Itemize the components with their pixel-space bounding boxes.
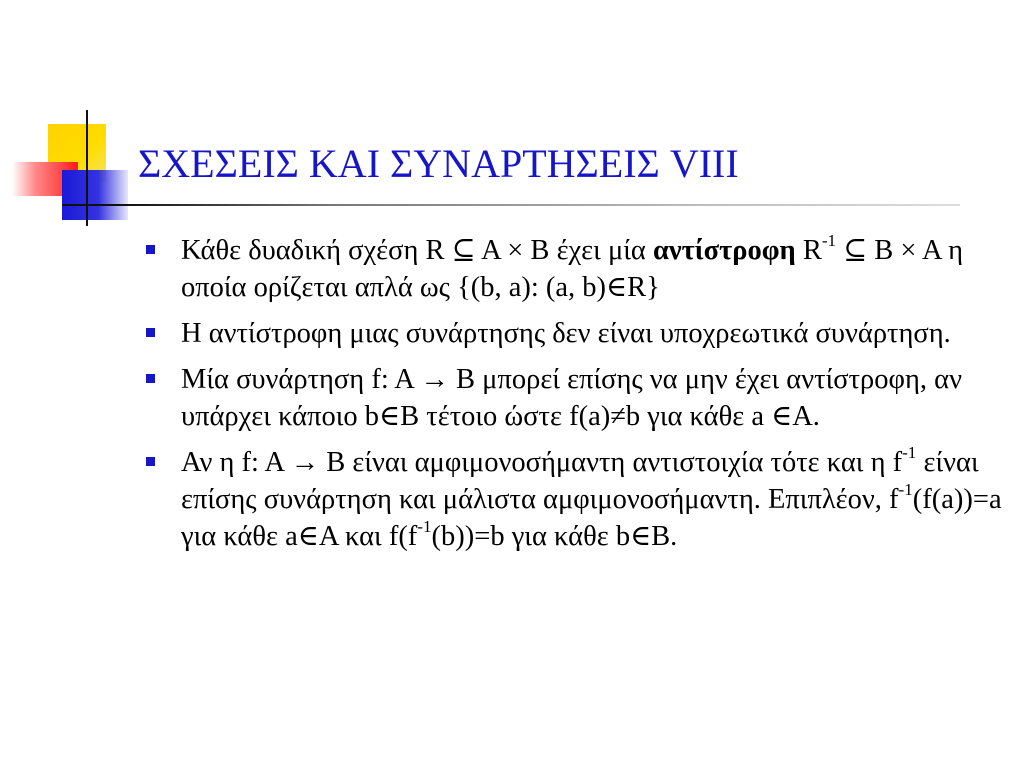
square-bullet-icon bbox=[146, 245, 155, 254]
bullet-text: Η αντίστροφη μιας συνάρτησης δεν είναι υποχρεωτικά συνάρτηση. bbox=[181, 318, 951, 349]
bullet-list bbox=[142, 232, 1004, 564]
square-bullet-icon bbox=[146, 328, 155, 337]
bullet-text: Αν η f: A → B είναι αμφιμονοσήμαντη αντιστοιχία τότε και η f bbox=[181, 447, 903, 478]
bullet-text: Μία συνάρτηση f: A → B μπορεί επίσης να μην έχει αντίστροφη, αν υπάρχει κάποιο b∈B τέτοιο ώστε f(a)≠b για κάθε a ∈A. bbox=[181, 364, 962, 432]
title-underline bbox=[62, 204, 960, 206]
square-bullet-icon bbox=[146, 374, 155, 383]
bullet-item-no-inverse bbox=[142, 361, 1004, 435]
square-bullet-icon bbox=[146, 457, 155, 466]
bullet-item-bijection-inverse bbox=[142, 444, 1004, 555]
decorative-vertical-line bbox=[86, 110, 88, 226]
bullet-text: Κάθε δυαδική σχέση R ⊆ A × B έχει μία bbox=[181, 235, 653, 266]
superscript: -1 bbox=[417, 517, 432, 537]
bullet-text: ⊆ B × A η οποία ορίζεται απλά ως {(b, a): (a, b)∈R} bbox=[181, 235, 964, 303]
superscript: -1 bbox=[898, 480, 913, 500]
bullet-item-inverse-relation bbox=[142, 232, 1004, 306]
bullet-text: (b))=b για κάθε b∈B. bbox=[431, 521, 678, 552]
bullet-bold-term: αντίστροφη bbox=[652, 235, 796, 266]
bullet-text: (f(a))=a για κάθε a∈A και f(f bbox=[181, 484, 1002, 552]
bullet-text: R bbox=[795, 235, 822, 266]
slide-title: ΣΧΕΣΕΙΣ ΚΑΙ ΣΥΝΑΡΤΗΣΕΙΣ VIII bbox=[138, 141, 739, 186]
decorative-blue-square bbox=[62, 170, 128, 220]
bullet-text: είναι επίσης συνάρτηση και μάλιστα αμφιμονοσήμαντη. Επιπλέον, f bbox=[181, 447, 979, 515]
bullet-item-inverse-not-function bbox=[142, 315, 1004, 352]
superscript: -1 bbox=[902, 443, 917, 463]
superscript: -1 bbox=[821, 231, 837, 251]
